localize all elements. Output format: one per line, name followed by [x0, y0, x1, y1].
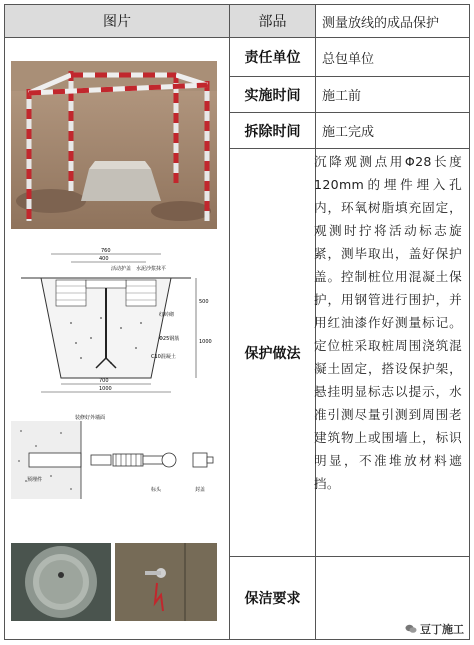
- clean-label: 保洁要求: [244, 591, 301, 607]
- responsible-label: 责任单位: [244, 50, 301, 66]
- label-mortar: 水泥沙浆抹平: [136, 266, 167, 272]
- label-cap: 封盖: [195, 487, 206, 493]
- part-value: 测量放线的成品保护: [322, 15, 440, 31]
- label-rebar: Φ25钢筋: [159, 336, 180, 342]
- pile-section-diagram: [11, 248, 217, 396]
- dim-bottom2: 1000: [99, 386, 112, 392]
- remove-value: 施工完成: [322, 125, 375, 140]
- dim-top: 760: [101, 248, 111, 254]
- label-concrete: C10混凝土: [151, 354, 176, 360]
- settlement-point-photo: [11, 543, 111, 621]
- label-cover: 活动护盖: [111, 266, 132, 272]
- header-picture: 图片: [103, 14, 131, 30]
- method-description: 沉降观测点用Φ28长度120mm的埋件埋入孔内，环氧树脂填充固定，观测时拧将活动标志旋紧，测毕取出，盖好保护盖。控制桩位用混凝土保护，用钢管进行围护，并用红油漆作好测量标记。定位桩采取桩周围浇筑混凝土固定，搭设保护架，悬挂明显标志以提示，水准引测尽量引测到周围老建筑物上或围墙上，标识明显，不准堆放材料遮挡。: [314, 154, 462, 491]
- label-wall: 装修好外墙面: [75, 415, 106, 421]
- remove-label: 拆除时间: [244, 123, 301, 140]
- responsible-value: 总包单位: [322, 51, 375, 67]
- label-embed: 预埋件: [27, 477, 43, 483]
- label-bolt: 标头: [151, 487, 162, 493]
- implement-label: 实施时间: [244, 87, 301, 104]
- dim-inner: 400: [99, 256, 109, 262]
- label-brick: 红砖砌: [159, 312, 175, 318]
- dim-right1: 500: [199, 299, 209, 305]
- implement-value: 施工前: [322, 89, 362, 104]
- logo-text: 豆丁施工: [420, 623, 464, 636]
- dim-bottom1: 700: [99, 378, 109, 384]
- method-label: 保护做法: [244, 345, 301, 362]
- dim-right2: 1000: [199, 339, 212, 345]
- header-part: 部品: [258, 14, 287, 30]
- site-protection-photo: [11, 61, 217, 229]
- wall-marker-photo: [115, 543, 217, 621]
- embedment-diagram: [11, 411, 217, 499]
- wechat-icon: [405, 624, 417, 634]
- publisher-logo: [405, 621, 464, 637]
